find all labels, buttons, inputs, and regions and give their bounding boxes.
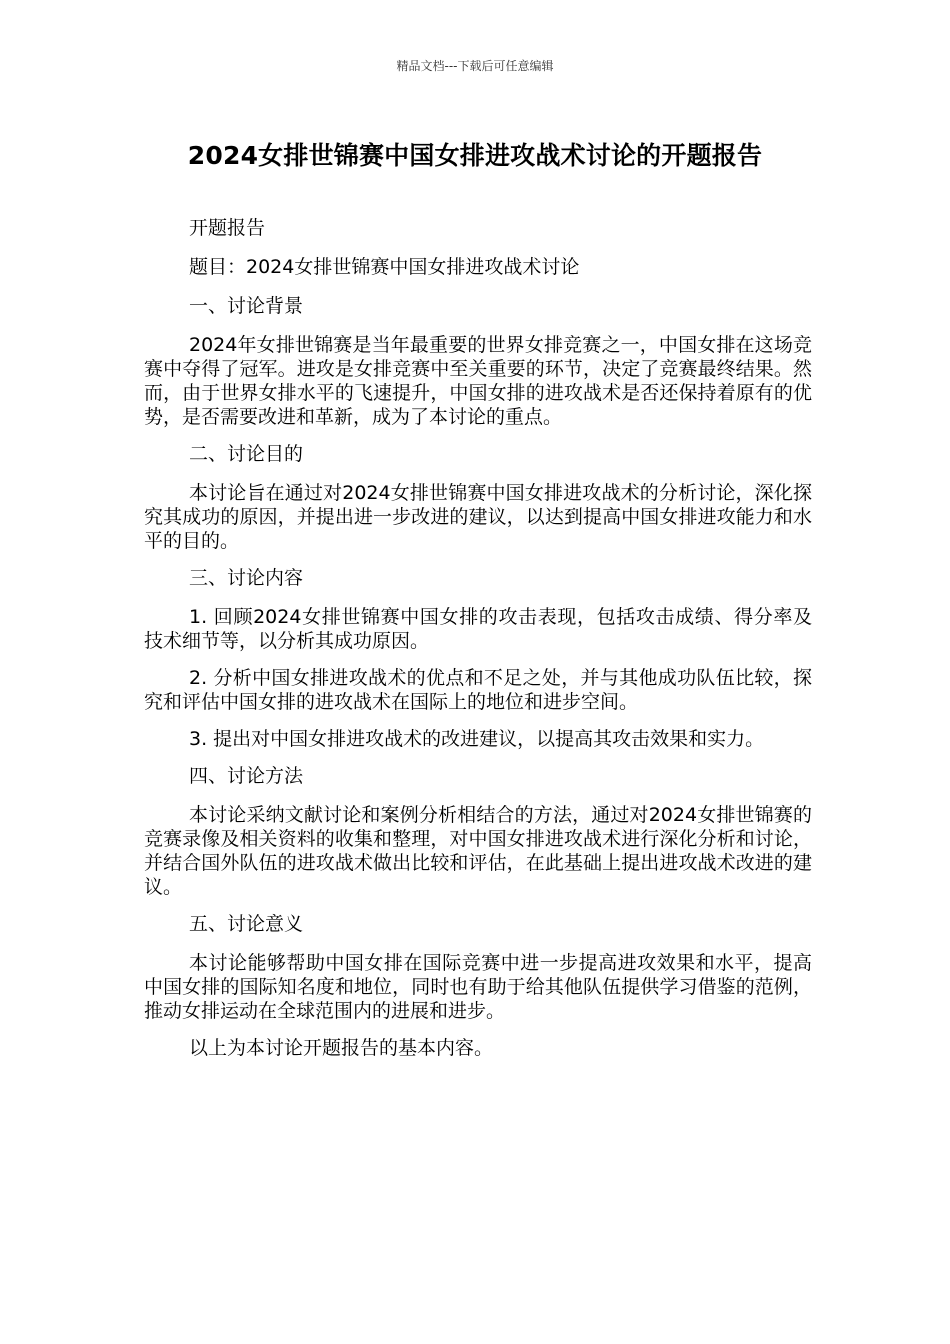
paragraph-significance: 本讨论能够帮助中国女排在国际竞赛中进一步提高进攻效果和水平，提高中国女排的国际知名度和地位，同时也有助于给其他队伍提供学习借鉴的范例，推动女排运动在全球范围内的进展和进步。	[144, 952, 812, 1022]
closing-paragraph: 以上为本讨论开题报告的基本内容。	[189, 1037, 494, 1059]
section-label-report: 开题报告	[189, 217, 266, 239]
topic-line: 题目：2024女排世锦赛中国女排进攻战术讨论	[189, 256, 580, 278]
content-item-2: 2. 分析中国女排进攻战术的优点和不足之处，并与其他成功队伍比较，探究和评估中国女排的进攻战术在国际上的地位和进步空间。	[144, 667, 812, 713]
section-heading-purpose: 二、讨论目的	[189, 443, 304, 465]
document-body	[144, 216, 812, 1073]
content-item-3: 3. 提出对中国女排进攻战术的改进建议，以提高其攻击效果和实力。	[189, 728, 765, 750]
section-heading-significance: 五、讨论意义	[189, 913, 304, 935]
document-title: 2024女排世锦赛中国女排进攻战术讨论的开题报告	[187, 141, 763, 170]
section-heading-background: 一、讨论背景	[189, 295, 304, 317]
section-heading-content: 三、讨论内容	[189, 567, 304, 589]
content-item-1: 1. 回顾2024女排世锦赛中国女排的攻击表现，包括攻击成绩、得分率及技术细节等，以分析其成功原因。	[144, 606, 812, 652]
header-note: 精品文档---下载后可任意编辑	[396, 59, 554, 73]
paragraph-background: 2024年女排世锦赛是当年最重要的世界女排竞赛之一，中国女排在这场竞赛中夺得了冠军。进攻是女排竞赛中至关重要的环节，决定了竞赛最终结果。然而，由于世界女排水平的飞速提升，中国女排的进攻战术是否还保持着原有的优势，是否需要改进和革新，成为了本讨论的重点。	[144, 334, 812, 428]
paragraph-method: 本讨论采纳文献讨论和案例分析相结合的方法，通过对2024女排世锦赛的竞赛录像及相关资料的收集和整理，对中国女排进攻战术进行深化分析和讨论，并结合国外队伍的进攻战术做出比较和评估，在此基础上提出进攻战术改进的建议。	[144, 804, 812, 898]
paragraph-purpose: 本讨论旨在通过对2024女排世锦赛中国女排进攻战术的分析讨论，深化探究其成功的原因，并提出进一步改进的建议，以达到提高中国女排进攻能力和水平的目的。	[144, 482, 812, 552]
section-heading-method: 四、讨论方法	[189, 765, 304, 787]
